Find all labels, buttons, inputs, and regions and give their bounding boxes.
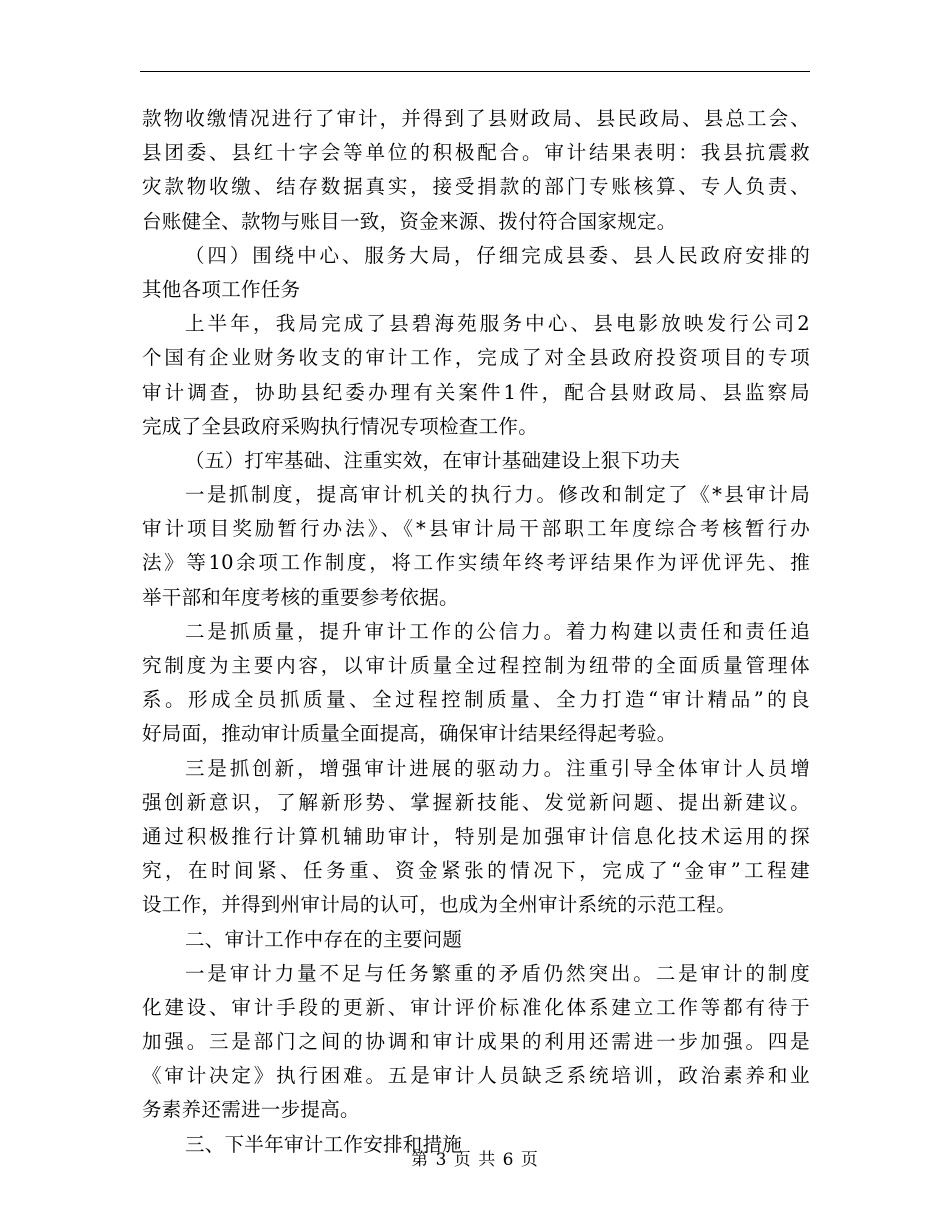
text-line: 系。形成全员抓质量、全过程控制质量、全力打造“审计精品”的良	[142, 688, 810, 712]
chapter-heading-3: 三、下半年审计工作安排和措施	[185, 1132, 463, 1156]
header-rule	[140, 71, 810, 72]
text-line: 个国有企业财务收支的审计工作，完成了对全县政府投资项目的专项	[142, 346, 810, 370]
text-line: 审计调查，协助县纪委办理有关案件1件，配合县财政局、县监察局	[142, 380, 810, 404]
page-number: 第 3 页 共 6 页	[411, 1150, 539, 1170]
text-line: 法》等10余项工作制度，将工作实绩年终考评结果作为评优评先、推	[142, 551, 810, 575]
text-line: 三是抓创新，增强审计进展的驱动力。注重引导全体审计人员增	[185, 756, 810, 780]
text-line: 款物收缴情况进行了审计，并得到了县财政局、县民政局、县总工会、	[142, 107, 810, 130]
text-line: 通过积极推行计算机辅助审计，特别是加强审计信息化技术运用的探	[142, 824, 810, 848]
text-line: 一是抓制度，提高审计机关的执行力。修改和制定了《*县审计局	[185, 483, 810, 507]
text-line: 设工作，并得到州审计局的认可，也成为全州审计系统的示范工程。	[142, 893, 737, 917]
text-line: 务素养还需进一步提高。	[142, 1098, 360, 1122]
text-line: 举干部和年度考核的重要参考依据。	[142, 585, 459, 609]
text-line: 一是审计力量不足与任务繁重的矛盾仍然突出。二是审计的制度	[185, 961, 810, 985]
document-body	[142, 102, 810, 1162]
text-line: 审计项目奖励暂行办法》、《*县审计局干部职工年度综合考核暂行办	[142, 517, 810, 541]
text-line: 《审计决定》执行困难。五是审计人员缺乏系统培训，政治素养和业	[142, 1064, 810, 1088]
text-line: 化建设、审计手段的更新、审计评价标准化体系建立工作等都有待于	[142, 995, 810, 1019]
chapter-heading-2: 二、审计工作中存在的主要问题	[185, 927, 463, 951]
text-line: 强创新意识，了解新形势、掌握新技能、发觉新问题、提出新建议。	[142, 790, 810, 814]
text-line: 究，在时间紧、任务重、资金紧张的情况下，完成了“金审”工程建	[142, 859, 810, 883]
section-heading-5: （五）打牢基础、注重实效，在审计基础建设上狠下功夫	[185, 448, 681, 472]
section-heading-4: （四）围绕中心、服务大局，仔细完成县委、县人民政府安排的	[185, 243, 810, 267]
text-line: 县团委、县红十字会等单位的积极配合。审计结果表明：我县抗震救	[142, 141, 810, 165]
text-line: 二是抓质量，提升审计工作的公信力。着力构建以责任和责任追	[185, 619, 810, 643]
text-line: 加强。三是部门之间的协调和审计成果的利用还需进一步加强。四是	[142, 1030, 810, 1054]
text-line: 灾款物收缴、结存数据真实，接受捐款的部门专账核算、专人负责、	[142, 175, 810, 199]
text-line: 完成了全县政府采购执行情况专项检查工作。	[142, 414, 539, 438]
text-line: 究制度为主要内容，以审计质量全过程控制为纽带的全面质量管理体	[142, 654, 810, 677]
text-line: 好局面，推动审计质量全面提高，确保审计结果经得起考验。	[142, 722, 677, 746]
text-line: 上半年，我局完成了县碧海苑服务中心、县电影放映发行公司2	[185, 312, 810, 336]
text-line: 台账健全、款物与账目一致，资金来源、拨付符合国家规定。	[142, 209, 677, 233]
section-heading-4-cont: 其他各项工作任务	[142, 277, 301, 301]
